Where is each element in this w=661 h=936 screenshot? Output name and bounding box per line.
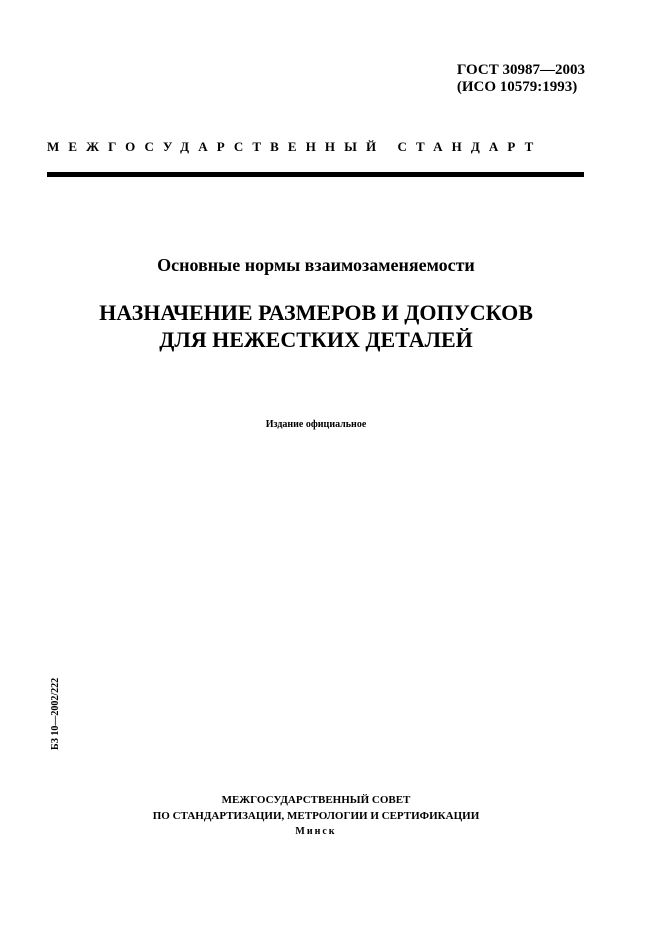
publisher-line-1: МЕЖГОСУДАРСТВЕННЫЙ СОВЕТ <box>221 794 411 806</box>
iso-reference: (ИСО 10579:1993) <box>456 79 578 95</box>
publisher-city: Минск <box>295 826 337 837</box>
side-catalog-code: БЗ 10—2002/222 <box>50 677 61 750</box>
edition-label: Издание официальное <box>265 419 367 430</box>
title-line-2: ДЛЯ НЕЖЕСТКИХ ДЕТАЛЕЙ <box>159 327 473 352</box>
standard-number: ГОСТ 30987—2003 <box>456 62 585 78</box>
title-line-1: НАЗНАЧЕНИЕ РАЗМЕРОВ И ДОПУСКОВ <box>99 300 533 325</box>
document-title <box>0 299 632 353</box>
document-subject: Основные нормы взаимозаменяемости <box>157 255 475 275</box>
publisher-line-2: ПО СТАНДАРТИЗАЦИИ, МЕТРОЛОГИИ И СЕРТИФИКАЦИИ <box>152 810 480 822</box>
publisher-block <box>0 792 632 840</box>
standard-designation <box>457 62 585 96</box>
standard-type-banner: МЕЖГОСУДАРСТВЕННЫЙ СТАНДАРТ <box>47 139 543 154</box>
header-rule <box>47 172 584 177</box>
